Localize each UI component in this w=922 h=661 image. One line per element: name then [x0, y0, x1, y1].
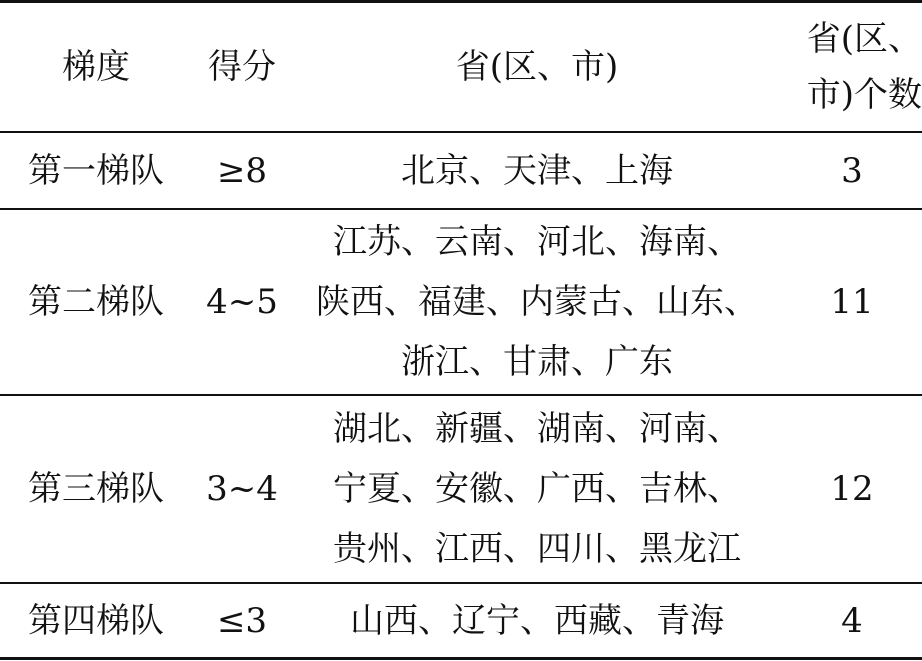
table-row — [0, 210, 922, 394]
provinces-line: 宁夏、安徽、广西、吉林、 — [333, 469, 741, 509]
table-row — [0, 133, 922, 208]
score-cell: ≥8 — [216, 150, 268, 191]
provinces-cell — [292, 396, 782, 582]
table-bottom-rule — [0, 657, 922, 660]
tier-cell: 第二梯队 — [28, 282, 164, 322]
header-count-line-1: 省(区、 — [806, 19, 922, 59]
count-cell: 3 — [841, 150, 863, 191]
table-row — [0, 584, 922, 657]
count-cell: 12 — [830, 469, 874, 509]
provinces-line: 北京、天津、上海 — [401, 150, 673, 191]
provinces-line: 江苏、云南、河北、海南、 — [333, 222, 741, 262]
header-count — [782, 3, 922, 131]
count-cell: 11 — [830, 282, 874, 322]
header-provinces: 省(区、市) — [455, 47, 619, 87]
score-cell: ≤3 — [216, 600, 268, 641]
provinces-cell — [292, 210, 782, 394]
header-tier: 梯度 — [62, 47, 130, 87]
provinces-line: 陕西、福建、内蒙古、山东、 — [316, 282, 758, 322]
provinces-line: 贵州、江西、四川、黑龙江 — [333, 529, 741, 569]
tier-cell: 第一梯队 — [28, 150, 164, 191]
provinces-line: 山西、辽宁、西藏、青海 — [350, 600, 724, 641]
tier-cell: 第四梯队 — [28, 600, 164, 641]
provinces-line: 浙江、甘肃、广东 — [401, 342, 673, 382]
score-cell: 4~5 — [206, 282, 278, 322]
provinces-cell — [292, 584, 782, 657]
table-header-row — [0, 3, 922, 131]
provinces-line: 湖北、新疆、湖南、河南、 — [333, 409, 741, 449]
header-count-line-2: 市)个数 — [806, 75, 922, 115]
score-cell: 3~4 — [206, 469, 278, 509]
header-score: 得分 — [208, 47, 276, 87]
table-row — [0, 396, 922, 582]
tier-cell: 第三梯队 — [28, 469, 164, 509]
provinces-cell — [292, 133, 782, 208]
count-cell: 4 — [841, 600, 863, 641]
